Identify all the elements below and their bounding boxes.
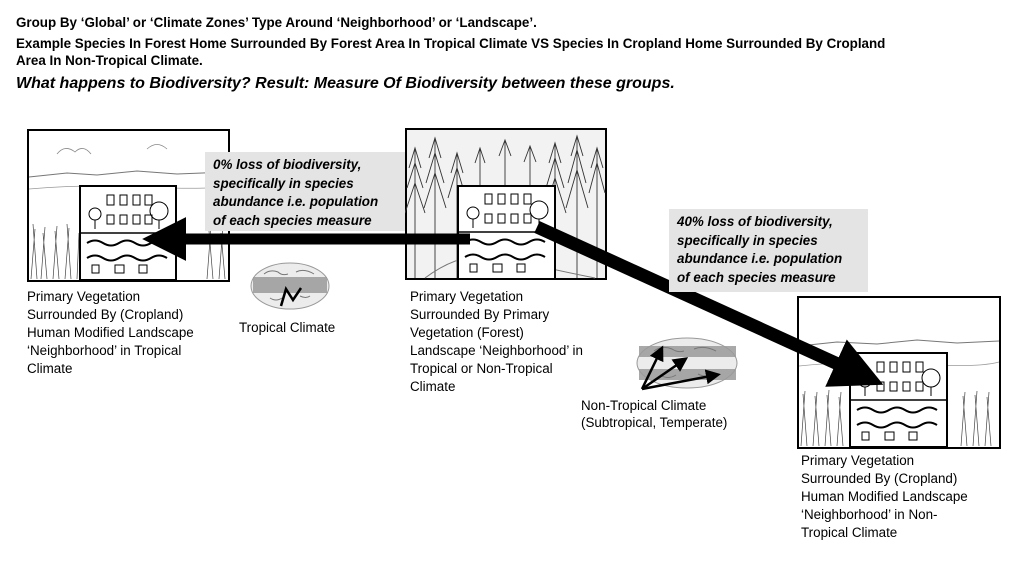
caption-line: Landscape ‘Neighborhood’ in xyxy=(410,343,583,358)
callout-line: abundance i.e. population xyxy=(213,194,379,209)
callout-forty-loss xyxy=(669,209,868,292)
callout-line: of each species measure xyxy=(213,212,372,228)
callout-line: specifically in species xyxy=(213,175,354,191)
callout-line: 0% loss of biodiversity, xyxy=(213,157,362,172)
callout-line: specifically in species xyxy=(677,232,818,248)
caption-line: Surrounded By (Cropland) xyxy=(27,307,184,322)
caption-line: Climate xyxy=(410,379,456,394)
caption-line: Climate xyxy=(27,361,73,376)
right-scene-caption xyxy=(801,452,968,542)
caption-line: Tropical or Non-Tropical xyxy=(410,361,553,376)
non-tropical-climate-label: Non-Tropical Climate xyxy=(581,398,707,413)
caption-line: Human Modified Landscape xyxy=(801,489,968,504)
caption-line: ‘Neighborhood’ in Tropical xyxy=(27,343,182,358)
callout-zero-loss xyxy=(205,152,405,231)
non-tropical-climate-arrows xyxy=(642,350,716,389)
caption-line: Surrounded By Primary xyxy=(410,307,550,322)
tropical-climate-arrows xyxy=(281,288,301,306)
caption-line: Primary Vegetation xyxy=(410,289,524,304)
header-line-1: Group By ‘Global’ or ‘Climate Zones’ Type Around ‘Neighborhood’ or ‘Landscape’. xyxy=(16,15,537,30)
non-tropical-climate-sublabel: (Subtropical, Temperate) xyxy=(581,415,728,430)
header-line-2: Example Species In Forest Home Surrounded By Forest Area In Tropical Climate VS Species In Cropland Home Surrounded By Cropland xyxy=(16,36,886,51)
left-scene-caption xyxy=(27,288,194,378)
caption-line: Vegetation (Forest) xyxy=(410,325,524,340)
caption-line: ‘Neighborhood’ in Non- xyxy=(801,507,938,522)
header-line-3: Area In Non-Tropical Climate. xyxy=(16,53,203,68)
callout-line: of each species measure xyxy=(677,269,836,285)
callout-line: 40% loss of biodiversity, xyxy=(677,214,833,229)
research-question: What happens to Biodiversity? Result: Measure Of Biodiversity between these groups. xyxy=(16,75,675,92)
callout-line: abundance i.e. population xyxy=(677,251,843,266)
caption-line: Tropical Climate xyxy=(801,525,898,540)
caption-line: Primary Vegetation xyxy=(801,453,915,468)
center-scene-caption xyxy=(410,288,583,396)
caption-line: Human Modified Landscape xyxy=(27,325,194,340)
caption-line: Surrounded By (Cropland) xyxy=(801,471,958,486)
tropical-climate-label: Tropical Climate xyxy=(239,320,336,335)
caption-line: Primary Vegetation xyxy=(27,289,141,304)
